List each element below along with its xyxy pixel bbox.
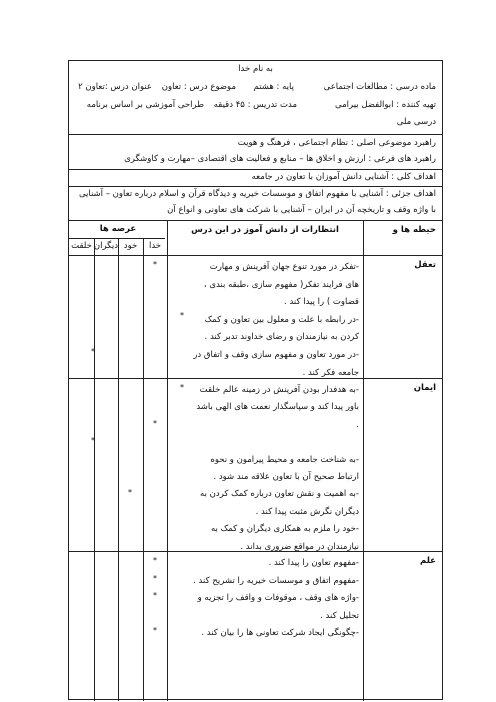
divider — [69, 551, 442, 552]
expectation-line: دیگران نگرش مثبت پیدا کند . — [255, 506, 359, 517]
arena-mark: * — [153, 419, 157, 428]
arena-mark: * — [153, 591, 157, 600]
expectation-line: قضاوت ) را پیدا کند . — [284, 297, 359, 308]
lesson-plan-frame — [68, 60, 443, 700]
expectation-line: تحلیل کند . — [320, 610, 359, 621]
expectation-line: های فرایند تفکر( مفهوم سازی ،طبقه بندی ، — [203, 279, 359, 290]
domain-label: علم — [420, 556, 436, 566]
arena-mark: * — [128, 488, 132, 497]
column-divider — [143, 238, 144, 701]
expectation-line: جامعه فکر کند . — [302, 367, 359, 378]
plan-label: طراحی آموزشی بر اساس برنامه — [86, 100, 204, 110]
expectation-line: -چگونگی ایجاد شرکت تعاونی ها را بیان کند . — [201, 628, 359, 639]
expectation-line: -واژه های وقف ، موقوفات و واقف را تجزیه و — [197, 593, 359, 604]
arena-mark: * — [91, 347, 95, 356]
plan-label-continued: درسی ملی — [396, 117, 436, 127]
expectation-line: ارتباط صحیح آن با تعاون علاقه مند شود . — [213, 472, 359, 483]
roadmap-main: راهبرد موضوعی اصلی : نظام اجتماعی ، فرهنگ و هویت — [237, 138, 436, 148]
expectation-line: -تفکر در مورد تنوع جهان آفرینش و مهارت — [209, 262, 359, 272]
subject-label: ماده درسی : مطالعات اجتماعی — [323, 82, 436, 92]
divider — [69, 238, 165, 239]
expectation-line: -به اهمیت و نقش تعاون درباره کمک کردن به — [200, 489, 359, 500]
expectation-line: -به هدفدار بودن آفرینش در زمینه عالم خلقت — [199, 385, 359, 395]
sub-col-god: خدا — [148, 241, 162, 251]
sub-col-self: خود — [123, 241, 138, 251]
arena-mark: * — [91, 436, 95, 445]
expectation-list — [171, 259, 359, 382]
divider — [69, 255, 442, 256]
expectation-list — [171, 555, 359, 643]
expectation-line — [171, 434, 359, 451]
column-divider — [167, 220, 168, 701]
expectation-line: -مفهوم اتفاق و موسسات خیریه را تشریح کند . — [193, 575, 359, 586]
arena-mark: * — [153, 260, 157, 269]
divider — [69, 169, 442, 170]
divider — [69, 186, 442, 187]
expectation-line: -مفهوم تعاون را پیدا کند . — [268, 558, 359, 568]
arena-mark: * — [153, 556, 157, 565]
expectation-line: -در رابطه با علت و معلول بین تعاون و کمک — [204, 314, 359, 325]
author-label: تهیه کننده : ابوالفضل بیرامی — [335, 100, 436, 110]
expectation-line: -به شناخت جامعه و محیط پیرامون و نحوه — [210, 454, 359, 465]
basmala: به نام خدا — [238, 64, 273, 74]
sub-col-creation: خلقت — [71, 241, 92, 251]
goal-partial-line1: اهداف جزئی : آشنایی با مفهوم اتفاق و موسسات خیریه و دیدگاه قرآن و اسلام درباره تعاون – آشنایی — [78, 189, 436, 199]
expectation-list — [171, 382, 359, 556]
arena-mark: * — [153, 574, 157, 583]
column-divider — [118, 238, 119, 701]
expectation-line: . — [356, 419, 359, 430]
expectation-line: -خود را ملزم به همکاری دیگران و کمک به — [211, 524, 359, 535]
arena-mark: * — [180, 383, 184, 392]
roadmap-sub: راهبرد های فرعی : ارزش و اخلاق ها – منابع و فعالیت های اقتصادی –مهارت و کاوشگری — [124, 154, 436, 164]
expectation-line: -در مورد تعاون و مفهوم سازی وقف و اتفاق در — [193, 349, 359, 360]
divider — [69, 134, 442, 135]
expectation-line: نیازمندان در مواقع ضروری بداند . — [240, 541, 359, 552]
divider — [69, 220, 442, 221]
lesson-title: عنوان درس :تعاون ۲ — [78, 82, 152, 92]
goal-general: اهداف کلی : آشنایی دانش آموزان با تعاون در جامعه — [251, 172, 436, 182]
column-divider — [363, 220, 364, 701]
domain-label: ایمان — [413, 383, 436, 393]
goal-partial-line2: با واژه وقف و تاریخچه آن در ایران – آشنایی با شرکت های تعاونی و انواع آن — [167, 205, 436, 215]
col-header-expectations: انتظارات از دانش آموز در این درس — [191, 225, 339, 235]
arena-mark: * — [153, 626, 157, 635]
expectation-line: باور پیدا کند و سپاسگذار نعمت های الهی باشد — [196, 402, 359, 413]
grade-label: پایه : هشتم — [253, 82, 294, 92]
column-divider — [94, 238, 95, 701]
expectation-line: کردن به نیازمندان و رضای خداوند تدبر کند . — [204, 332, 359, 343]
duration-label: مدت تدریس : ۴۵ دقیقه — [213, 100, 297, 110]
topic-label: موضوع درس : تعاون — [161, 82, 236, 92]
sub-col-others: دیگران — [93, 241, 118, 251]
col-header-arenas: عرصه ها — [99, 224, 137, 234]
domain-label: تعقل — [414, 260, 436, 270]
divider — [69, 378, 442, 379]
col-header-domain: حیطه ها و — [392, 225, 436, 235]
arena-mark: * — [180, 311, 184, 320]
